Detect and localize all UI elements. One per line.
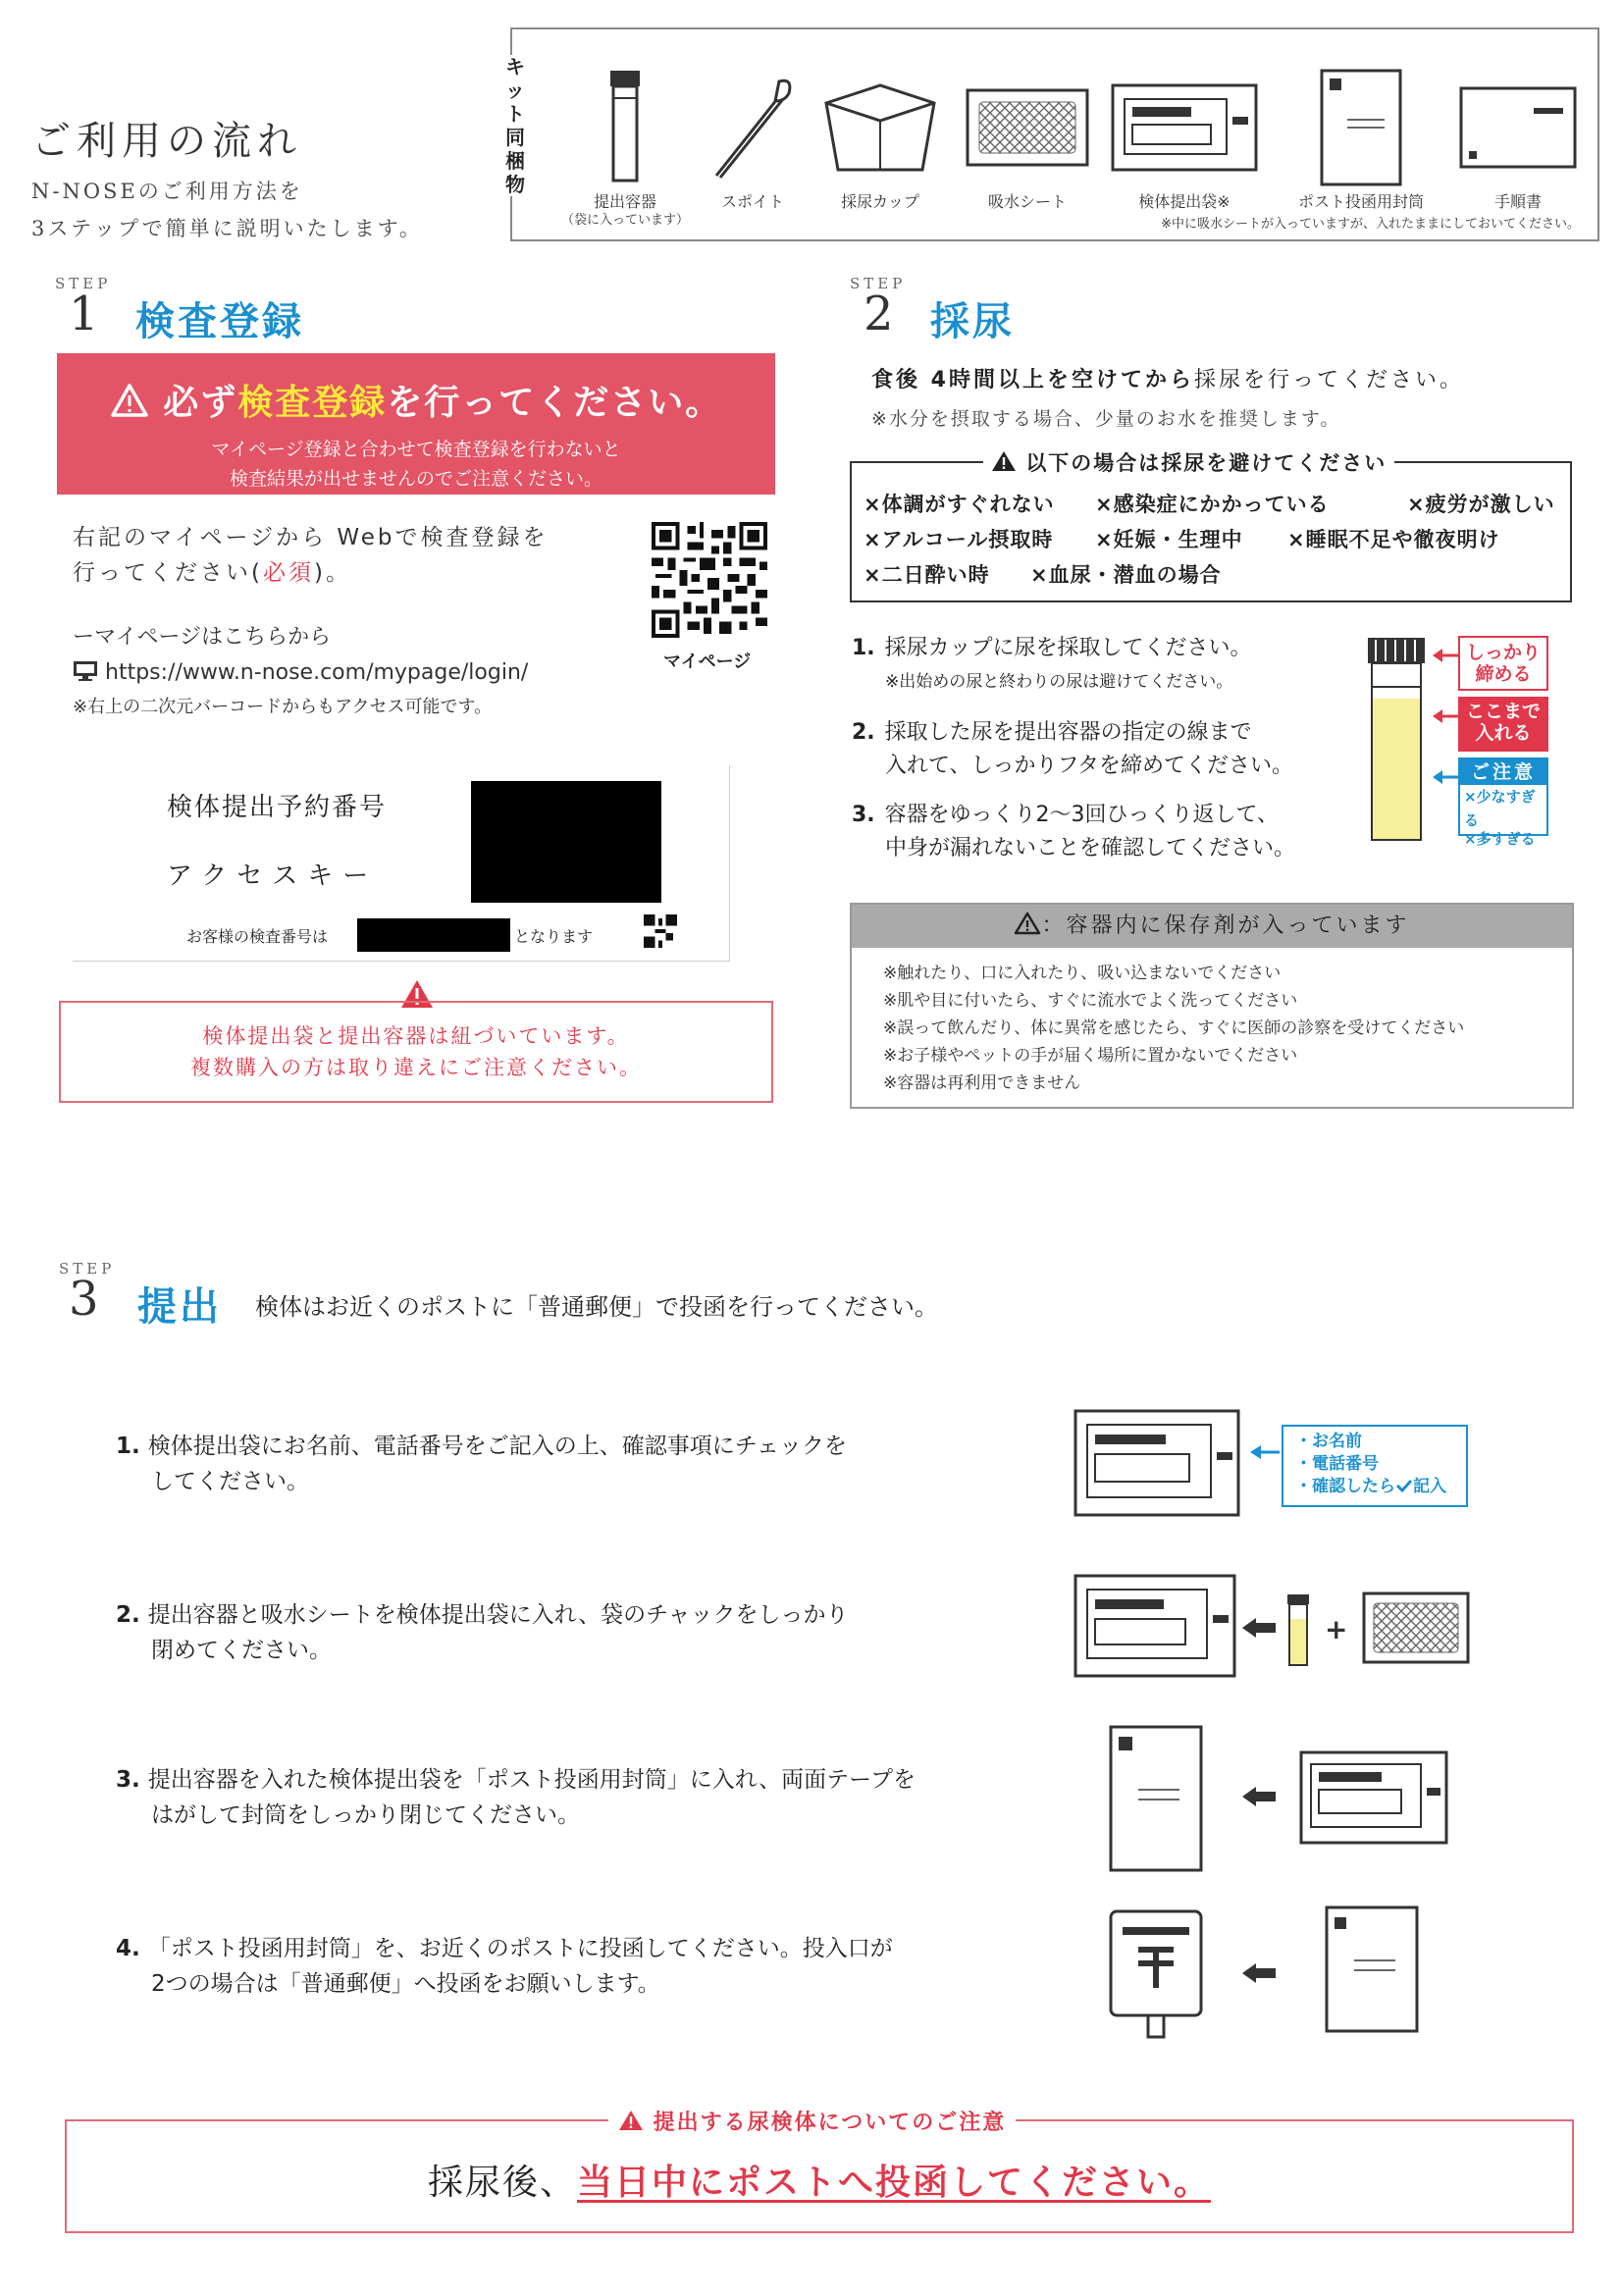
instruction-line: 採取した尿を提出容器の指定の線まで (884, 720, 1252, 745)
step2-lead-note: ※水分を摂取する場合、少量のお水を推奨します。 (871, 408, 1341, 430)
absorbent-sheet-icon (1362, 1592, 1470, 1668)
tag-fill-line: ここまで入れる (1458, 697, 1548, 752)
step2-title: 採尿 (930, 299, 1015, 344)
step1-title: 検査登録 (135, 299, 304, 344)
kit-item-dropper (699, 69, 807, 211)
dropper-icon (699, 69, 807, 186)
instruction-number: 3. (852, 803, 875, 827)
page-title: ご利用の流れ (31, 119, 302, 164)
instruction-sub: ※出始めの尿と終わりの尿は避けてください。 (885, 672, 1233, 692)
step3-title: 提出 (137, 1284, 222, 1330)
step3-description: 検体はお近くのポストに「普通郵便」で投函を行ってください。 (255, 1293, 938, 1321)
plus-icon: + (1325, 1613, 1348, 1645)
step3-item-4 (116, 1931, 979, 2002)
caution-item: ※肌や目に付いたら、すぐに流水でよく洗ってください (883, 991, 1298, 1011)
arrow-icon (1250, 1444, 1280, 1464)
instruction-line: 採尿カップに尿を採取してください。 (884, 636, 1252, 660)
step3-number: 3 (69, 1272, 99, 1327)
instruction-number: 1. (852, 636, 875, 660)
avoid-item: ×血尿・潜血の場合 (1030, 563, 1222, 587)
callout-line: ・確認したら (1295, 1477, 1395, 1496)
footer-title-text: 提出する尿検体についてのご注意 (653, 2111, 1007, 2135)
banner-sub-1: マイページ登録と合わせて検査登録を行わないと (211, 439, 621, 460)
intro-line-2: 3ステップで簡単に説明いたします。 (31, 217, 423, 240)
caution-header (852, 905, 1572, 948)
item-number: 4. (116, 1936, 140, 1961)
step2-lead-rest: 採尿を行ってください。 (1193, 368, 1464, 392)
step2-instruction-3 (852, 799, 1295, 865)
tube-illustration (1362, 636, 1431, 848)
avoid-conditions-box (850, 461, 1572, 602)
item-line: 提出容器を入れた検体提出袋を「ポスト投函用封筒」に入れ、両面テープを (147, 1767, 916, 1793)
caution-item: ※お子様やペットの手が届く場所に置かないでください (883, 1046, 1298, 1066)
access-key-label: アクセスキー (167, 861, 379, 891)
warning-icon (618, 2111, 644, 2135)
mypage-label: ーマイページはこちらから (73, 625, 332, 650)
envelope-icon (1109, 1725, 1203, 1876)
caution-item: ※容器は再利用できません (883, 1073, 1081, 1093)
instruction-line: 入れて、しっかりフタを締めてください。 (885, 754, 1294, 778)
tag-caution-item: ×少なすぎる (1464, 788, 1536, 829)
step1-number: 1 (69, 287, 99, 341)
caution-item: ※誤って飲んだり、体に異常を感じたら、すぐに医師の診察を受けてください (883, 1018, 1465, 1038)
mypage-url-link[interactable]: https://www.n-nose.com/mypage/login/ (105, 660, 529, 685)
item-line: 提出容器と吸水シートを検体提出袋に入れ、袋のチャックをしっかり (147, 1602, 849, 1628)
item-number: 3. (116, 1767, 140, 1793)
qr-caption: マイページ (663, 652, 752, 672)
left-arrow-icon (1242, 1962, 1276, 1988)
left-arrow-icon (1242, 1617, 1276, 1643)
avoid-title (983, 447, 1394, 477)
instruction-line: 容器をゆっくり2〜3回ひっくり返して、 (884, 803, 1280, 827)
item-line: 閉めてください。 (151, 1638, 332, 1663)
mypage-link-block (73, 620, 528, 691)
kit-item-label: 検体提出袋※ (1138, 192, 1230, 211)
kit-tab-label: キット同梱物 (500, 55, 530, 196)
instruction-number: 2. (852, 720, 875, 745)
step3-item-2 (116, 1597, 979, 1668)
intro-line-1: N-NOSEのご利用方法を (31, 180, 303, 203)
step1-text-line-2-end: )。 (313, 560, 351, 586)
step3-item-1 (116, 1429, 979, 1499)
redacted-test-number (357, 918, 510, 952)
mypage-qr-code[interactable] (652, 522, 767, 642)
tube-icon (1285, 1593, 1311, 1672)
avoid-item: ×二日酔い時 (864, 563, 990, 587)
kit-item-label: 提出容器 (593, 192, 656, 211)
step1-text-line-2: 行ってください( (73, 560, 263, 586)
bag-container-warning (59, 1001, 773, 1103)
arrow-icon (1433, 769, 1458, 789)
step2-instruction-1 (852, 632, 1251, 699)
test-number-label: お客様の検査番号は (186, 927, 329, 946)
step2-lead-bold: 食後 4時間以上を空けてから (871, 368, 1194, 392)
kit-item-sub: （袋に入っています） (561, 213, 690, 228)
intro-text (31, 173, 423, 247)
item-line: 2つの場合は「普通郵便」へ投函をお願いします。 (151, 1971, 660, 1997)
tag-caution-item: ×多すぎる (1464, 830, 1536, 848)
small-qr-code (644, 914, 677, 952)
callout-suffix: 記入 (1413, 1477, 1446, 1496)
step2-label: STEP (850, 275, 907, 292)
tag-tighten: しっかり締める (1458, 636, 1548, 691)
step1-instruction (73, 520, 549, 591)
registration-banner (57, 353, 775, 495)
kit-item-container (561, 69, 689, 230)
manual-icon (1454, 69, 1582, 186)
kit-note: ※中に吸水シートが入っていますが、入れたままにしておいてください。 (1161, 217, 1580, 232)
item-number: 2. (116, 1602, 140, 1628)
tube-icon (561, 69, 689, 186)
warning-icon (1014, 913, 1041, 938)
kit-item-manual (1454, 69, 1582, 211)
step3-item-3 (116, 1762, 979, 1833)
step1-text-line-1: 右記のマイページから Webで検査登録を (73, 525, 549, 550)
envelope-icon (1287, 69, 1435, 186)
specimen-bag-icon (1111, 69, 1258, 186)
callout-line: ・電話番号 (1295, 1454, 1379, 1474)
banner-post: を行ってください。 (387, 383, 723, 423)
step1-label: STEP (55, 275, 112, 292)
kit-item-bag (1111, 69, 1258, 211)
cup-icon (816, 69, 944, 186)
left-arrow-icon (1242, 1786, 1276, 1811)
kit-item-label: 採尿カップ (841, 192, 919, 211)
specimen-bag-icon (1299, 1750, 1448, 1849)
redacted-credentials (471, 781, 661, 903)
preservative-caution-box (850, 903, 1574, 1109)
banner-highlight: 検査登録 (237, 383, 388, 423)
warning-line-1: 検体提出袋と提出容器は紐づいています。 (202, 1024, 630, 1048)
caution-item: ※触れたり、口に入れたり、吸い込まないでください (883, 964, 1282, 983)
envelope-icon (1325, 1905, 1419, 2037)
arrow-icon (1433, 708, 1458, 728)
kit-item-label: スポイト (720, 192, 784, 211)
caution-title: ：容器内に保存剤が入っています (1041, 913, 1410, 938)
caution-list (883, 960, 1572, 1097)
required-mark: 必須 (262, 560, 314, 586)
item-line: 検体提出袋にお名前、電話番号をご記入の上、確認事項にチェックを (147, 1434, 848, 1459)
reservation-card (73, 765, 730, 962)
avoid-item: ×感染症にかかっている (1095, 493, 1330, 516)
footer-title (608, 2106, 1016, 2136)
kit-item-sheet (964, 69, 1091, 211)
qr-access-note: ※右上の二次元バーコードからもアクセス可能です。 (73, 697, 493, 717)
avoid-item: ×妊娠・生理中 (1095, 528, 1243, 551)
item-number: 1. (116, 1434, 140, 1459)
test-number-suffix: となります (514, 927, 594, 946)
footer-main-highlight: 当日中にポストへ投函してください。 (577, 2163, 1212, 2203)
kit-item-label: 吸水シート (987, 192, 1067, 211)
footer-notice (65, 2119, 1574, 2233)
avoid-item: ×体調がすぐれない (864, 493, 1055, 516)
callout-line: ・お名前 (1295, 1432, 1362, 1451)
kit-item-cup (816, 69, 944, 211)
footer-main (67, 2155, 1572, 2205)
kit-item-envelope (1287, 69, 1435, 211)
avoid-item: ×アルコール摂取時 (864, 528, 1054, 551)
footer-main-pre: 採尿後、 (427, 2163, 577, 2203)
item-line: はがして封筒をしっかり閉じてください。 (151, 1802, 580, 1828)
step2-lead (871, 363, 1464, 393)
banner-sub-2: 検査結果が出せませんのでご注意ください。 (229, 468, 602, 490)
step2-instruction-2 (852, 716, 1293, 783)
specimen-bag-icon (1073, 1409, 1240, 1521)
arrow-icon (1433, 648, 1458, 667)
warning-icon (110, 383, 164, 423)
avoid-item: ×睡眠不足や徹夜明け (1287, 528, 1500, 551)
kit-item-label: 手順書 (1493, 192, 1542, 211)
bag-callout (1282, 1425, 1468, 1507)
monitor-icon (73, 660, 98, 685)
tag-caution-title: ご注意 (1460, 759, 1546, 785)
step3-label: STEP (59, 1260, 116, 1278)
banner-pre: 必ず (163, 383, 238, 423)
warning-icon (991, 451, 1017, 475)
item-line: 「ポスト投函用封筒」を、お近くのポストに投函してください。投入口が (147, 1936, 893, 1961)
avoid-title-text: 以下の場合は採尿を避けてください (1025, 451, 1387, 475)
warning-line-2: 複数購入の方は取り違えにご注意ください。 (190, 1056, 642, 1079)
absorbent-sheet-icon (964, 69, 1091, 186)
kit-contents-box (510, 27, 1599, 241)
avoid-item: ×疲労が激しい (1407, 493, 1555, 516)
check-icon (1395, 1477, 1413, 1496)
tag-caution (1458, 757, 1548, 848)
instruction-line: 中身が漏れないことを確認してください。 (885, 836, 1296, 861)
step2-number: 2 (864, 287, 894, 341)
reservation-number-label: 検体提出予約番号 (167, 793, 388, 822)
kit-item-label: ポスト投函用封筒 (1297, 192, 1424, 211)
postbox-icon (1109, 1909, 1203, 2043)
item-line: してください。 (151, 1469, 309, 1494)
specimen-bag-icon (1073, 1574, 1236, 1682)
